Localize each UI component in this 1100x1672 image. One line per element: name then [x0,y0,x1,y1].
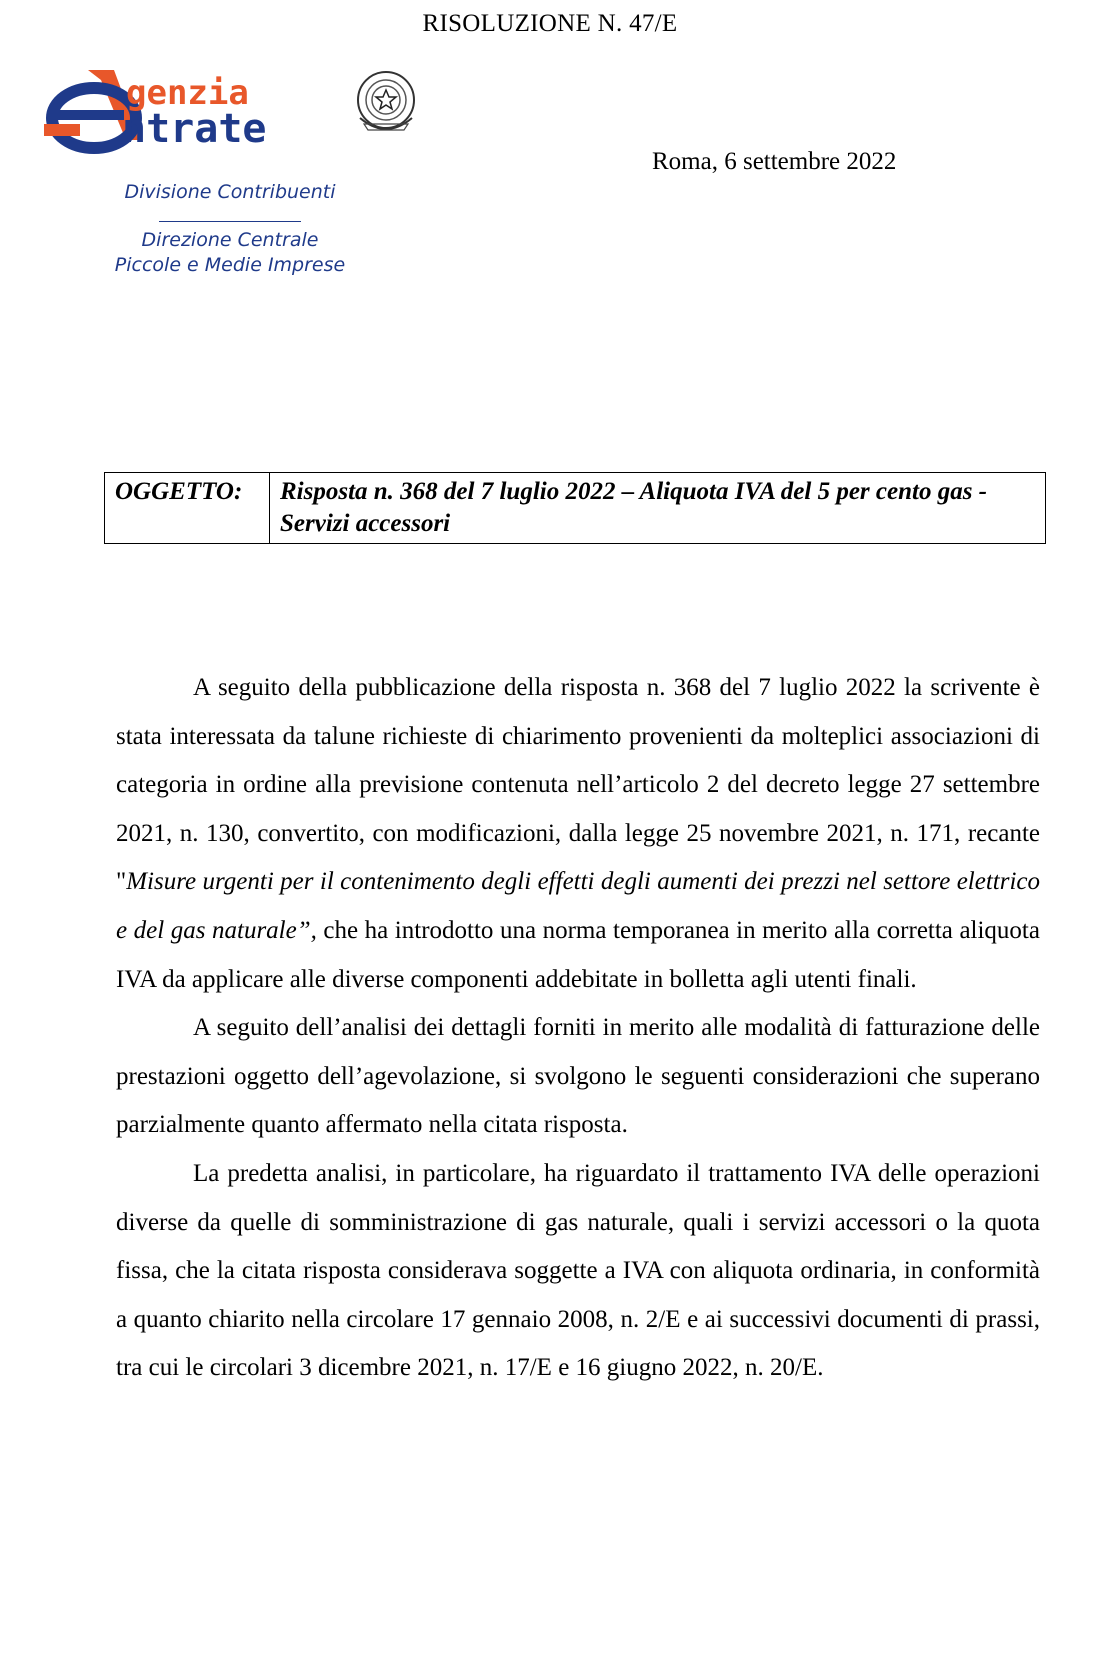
paragraph-1-text: A seguito della pubblicazione della risposta n. 368 del 7 luglio 2022 la scrivente è stata interessata da talune richieste di chiarimento provenienti da molteplici associazioni di categoria in ordine alla previsione contenuta nell’articolo 2 del decreto legge 27 settembre 2021, n. 130, convertito, con modificazioni, dalla legge 25 novembre 2021, n. 171, recante " [116,674,1040,896]
direction-name: Direzione Centrale [141,229,319,251]
paragraph-2: A seguito dell’analisi dei dettagli forniti in merito alle modalità di fatturazione delle prestazioni oggetto dell’agevolazione, si svolgono le seguenti considerazioni che superano parzialmente quanto affermato nella citata risposta. [116,1014,1040,1139]
division-divider [159,221,301,222]
subject-label: OGGETTO: [105,473,270,544]
logo-word-ntrate: ntrate [122,106,267,152]
direction-subtitle: Piccole e Medie Imprese [114,254,346,276]
document-date: Roma, 6 settembre 2022 [652,148,897,175]
agenzia-entrate-logo [44,62,424,162]
logo-word-genzia: genzia [126,73,249,113]
republic-emblem-icon [358,72,414,130]
document-number: RISOLUZIONE N. 47/E [422,10,678,37]
paragraph-1-text-cont: che ha introdotto una norma temporanea in merito alla corretta aliquota IVA da applicare alle diverse componenti addebitate in bolletta agli utenti finali. [116,916,1040,993]
paragraph-1 [116,664,1040,1004]
division-name: Divisione Contribuenti [124,181,336,203]
decree-title-italic: Misure urgenti per il contenimento degli effetti degli aumenti dei prezzi nel settore elettrico e del gas naturale”, [116,868,1040,944]
paragraph-3: La predetta analisi, in particolare, ha riguardato il trattamento IVA delle operazioni diverse da quelle di somministrazione di gas naturale, quali i servizi accessori o la quota fissa, che la citata risposta considerava soggette a IVA con aliquota ordinaria, in conformità a quanto chiarito nella circolare 17 gennaio 2008, n. 2/E e ai successivi documenti di prassi, tra cui le circolari 3 dicembre 2021, n. 17/E e 16 giugno 2022, n. 20/E. [116,1159,1040,1382]
subject-box [104,472,1046,544]
subject-text: Risposta n. 368 del 7 luglio 2022 – Aliquota IVA del 5 per cento gas - Servizi accessori [280,478,988,537]
document-body [116,664,1040,1393]
division-block [60,180,400,278]
